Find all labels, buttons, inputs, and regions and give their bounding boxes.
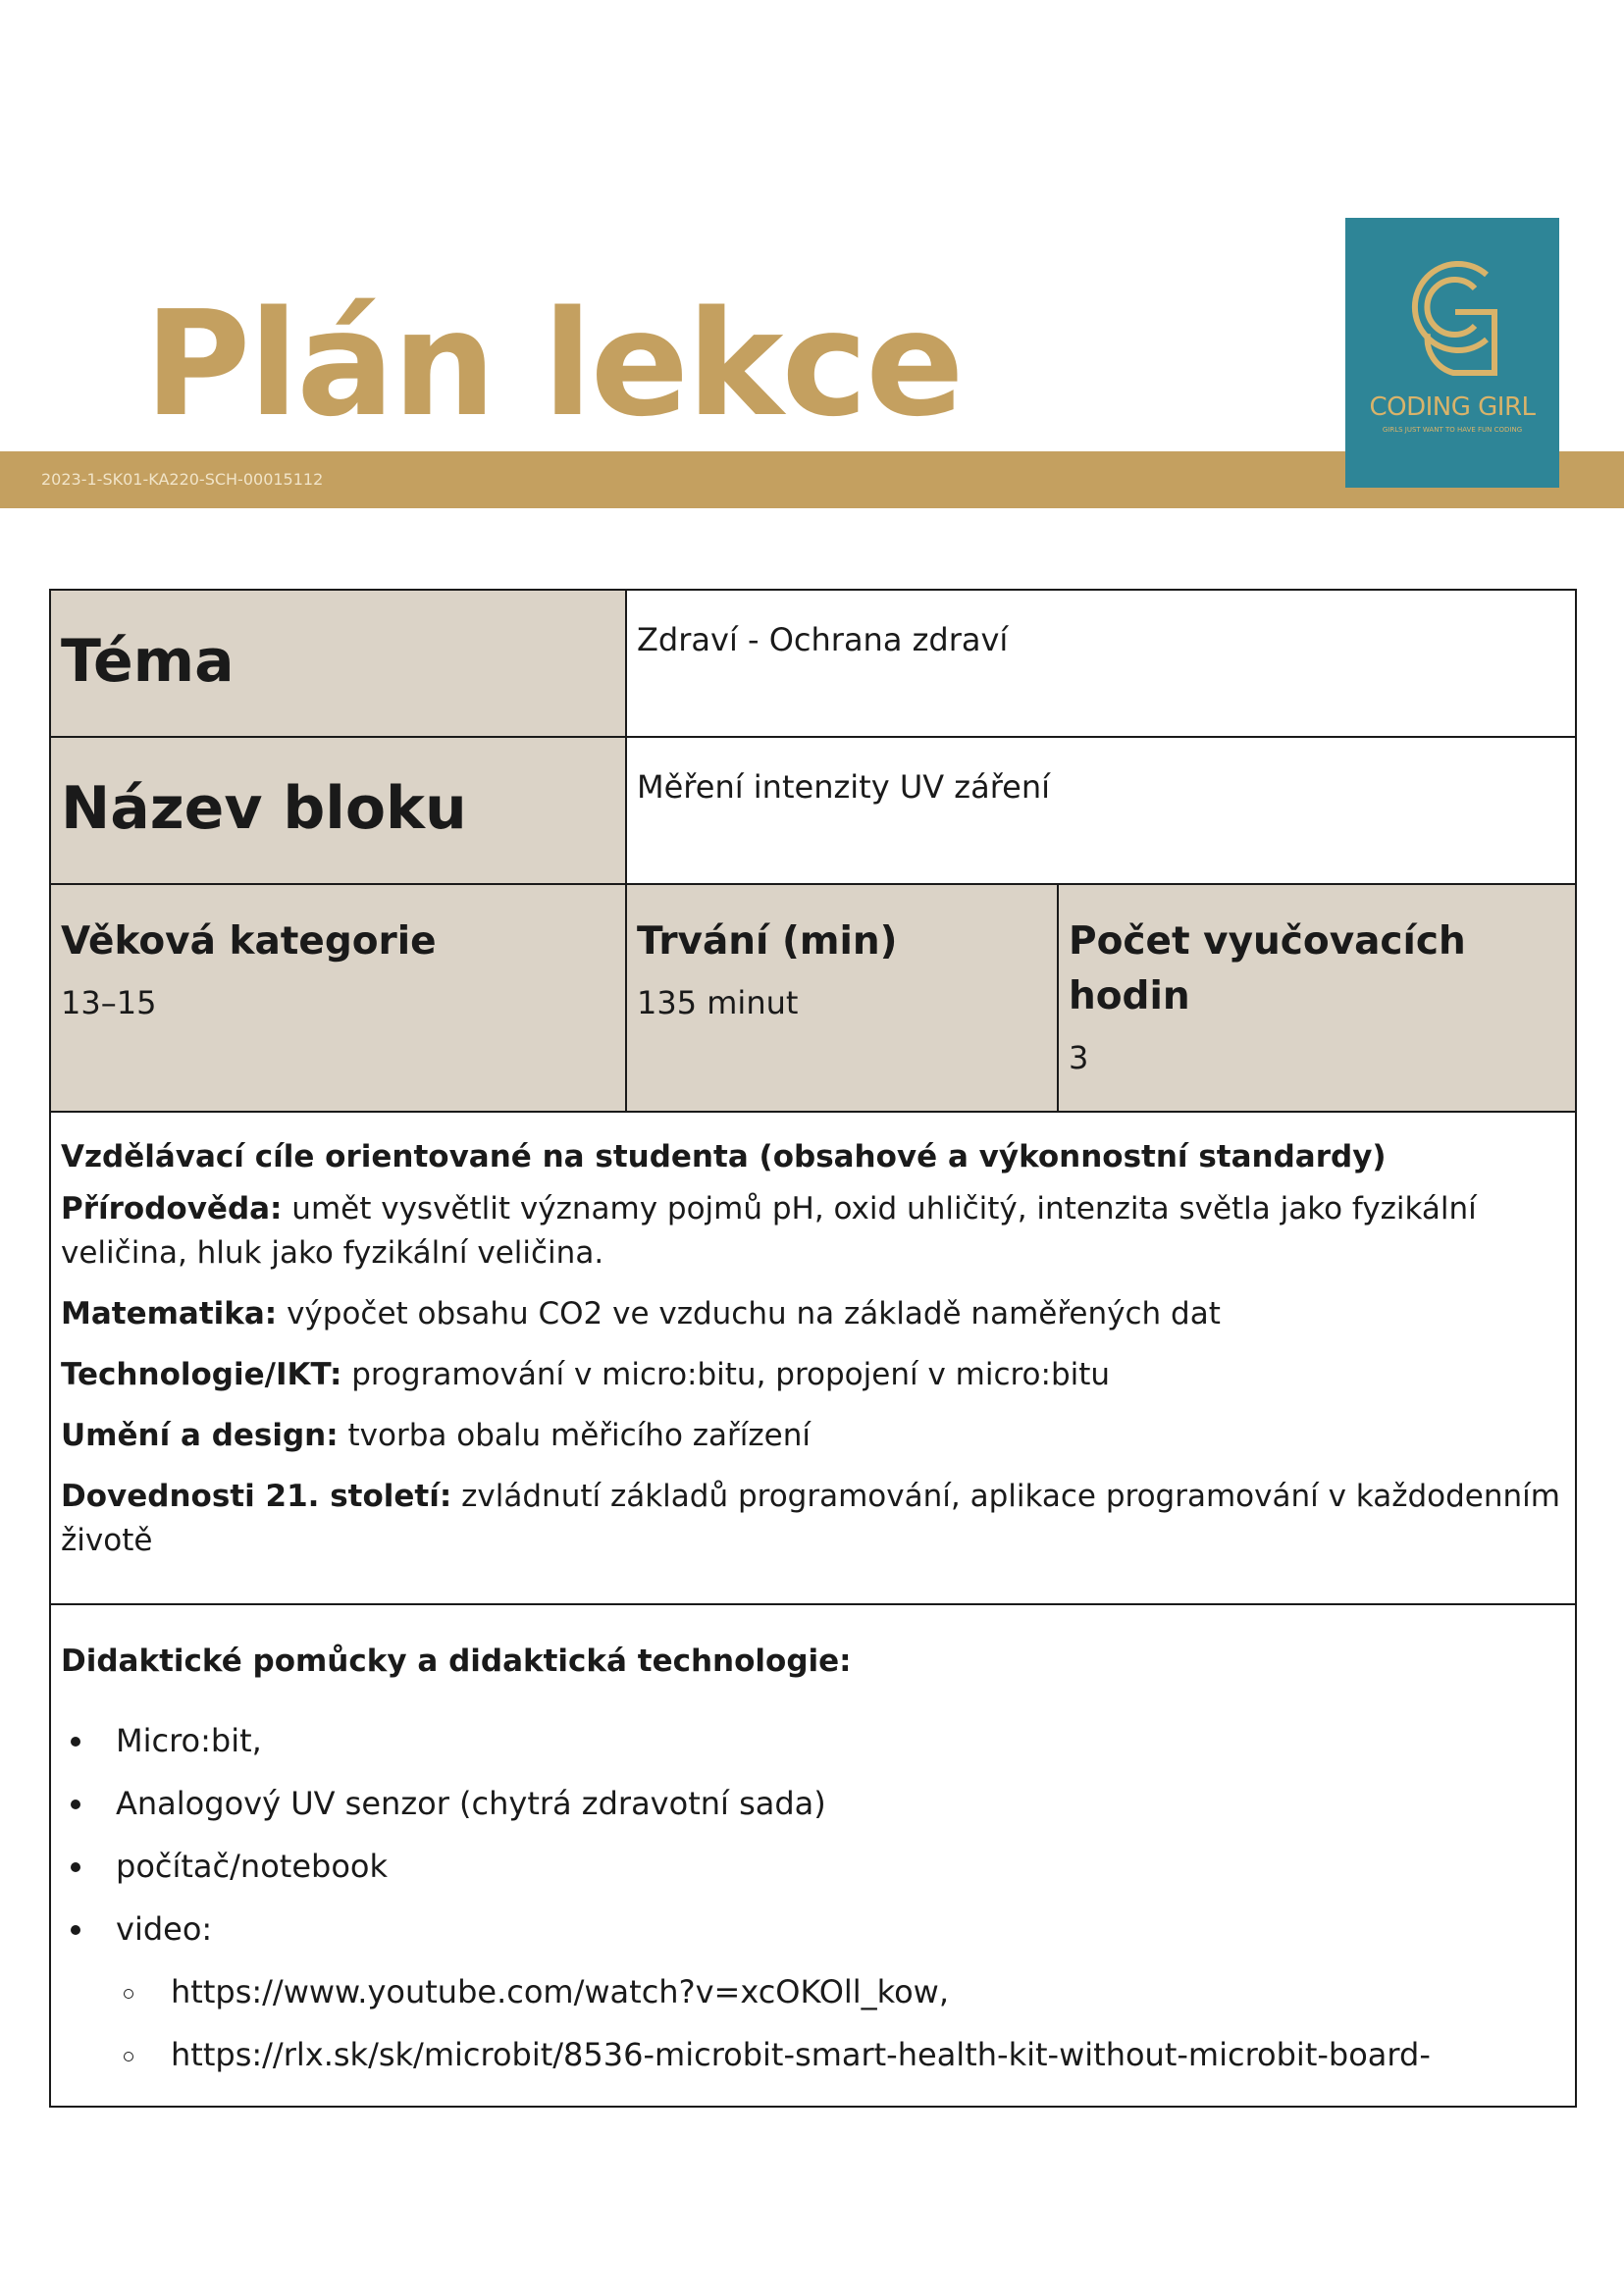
cile-item <box>61 1187 1565 1276</box>
row-tema <box>50 590 1576 737</box>
tema-value: Zdraví - Ochrana zdraví <box>637 621 1009 658</box>
pomucky-cell <box>50 1604 1576 2107</box>
vekova-kategorie-value: 13–15 <box>61 984 157 1021</box>
pomucky-title: Didaktické pomůcky a didaktická technologie: <box>61 1644 852 1679</box>
cile-item <box>61 1414 1565 1458</box>
video-link[interactable]: https://rlx.sk/sk/microbit/8536-microbit-smart-health-kit-without-microbit-board- <box>61 2023 1565 2086</box>
cile-item-text: výpočet obsahu CO2 ve vzduchu na základě naměřených dat <box>277 1296 1221 1331</box>
cile-item-text: zvládnutí základů programování, aplikace programování v každodenním životě <box>61 1479 1560 1558</box>
pocet-hodin-cell <box>1058 884 1576 1112</box>
cile-cell <box>50 1112 1576 1604</box>
video-links-list <box>61 1960 1565 2106</box>
cile-item-text: umět vysvětlit významy pojmů pH, oxid uhličitý, intenzita světla jako fyzikální veličina, hluk jako fyzikální veličina. <box>61 1191 1477 1271</box>
trvani-value: 135 minut <box>637 984 799 1021</box>
cile-item-subject: Technologie/IKT: <box>61 1357 342 1392</box>
list-item: Analogový UV senzor (chytrá zdravotní sada) <box>61 1772 1565 1835</box>
page-title: Plán lekce <box>144 280 963 448</box>
lesson-plan-table <box>49 589 1577 2108</box>
pomucky-list <box>61 1709 1565 1960</box>
row-meta <box>50 884 1576 1112</box>
cile-item-subject: Přírodověda: <box>61 1191 283 1226</box>
trvani-cell <box>626 884 1058 1112</box>
cile-item-subject: Matematika: <box>61 1296 278 1331</box>
nazev-bloku-label: Název bloku <box>61 774 467 843</box>
video-link[interactable]: https://www.youtube.com/watch?v=xcOKOll_kow, <box>61 1960 1565 2023</box>
list-item: počítač/notebook <box>61 1835 1565 1898</box>
cile-item-text: programování v micro:bitu, propojení v micro:bitu <box>341 1357 1111 1392</box>
list-item: video: <box>61 1898 1565 1960</box>
tema-label-cell <box>50 590 626 737</box>
pocet-hodin-value: 3 <box>1069 1039 1089 1076</box>
row-nazev-bloku <box>50 737 1576 884</box>
tema-value-cell <box>626 590 1576 737</box>
cile-item-subject: Dovednosti 21. století: <box>61 1479 452 1514</box>
nazev-bloku-value: Měření intenzity UV záření <box>637 768 1051 806</box>
nazev-bloku-label-cell <box>50 737 626 884</box>
pocet-hodin-label: Počet vyučovacích hodin <box>1069 919 1466 1018</box>
tema-label: Téma <box>61 627 235 696</box>
cile-item <box>61 1292 1565 1336</box>
cile-item-subject: Umění a design: <box>61 1418 339 1453</box>
cile-title: Vzdělávací cíle orientované na studenta (obsahové a výkonnostní standardy) <box>61 1139 1387 1174</box>
row-pomucky <box>50 1604 1576 2107</box>
row-cile <box>50 1112 1576 1604</box>
vekova-kategorie-label: Věková kategorie <box>61 919 437 964</box>
cile-item <box>61 1353 1565 1397</box>
cg-monogram-icon <box>1396 253 1508 381</box>
cile-item <box>61 1475 1565 1563</box>
coding-girl-logo <box>1345 218 1559 488</box>
vekova-kategorie-cell <box>50 884 626 1112</box>
nazev-bloku-value-cell <box>626 737 1576 884</box>
logo-name: CODING GIRL <box>1369 392 1536 422</box>
logo-tagline: GIRLS JUST WANT TO HAVE FUN CODING <box>1382 426 1523 434</box>
list-item: Micro:bit, <box>61 1709 1565 1772</box>
project-code: 2023-1-SK01-KA220-SCH-00015112 <box>41 470 324 489</box>
cile-item-text: tvorba obalu měřicího zařízení <box>338 1418 811 1453</box>
trvani-label: Trvání (min) <box>637 919 898 964</box>
